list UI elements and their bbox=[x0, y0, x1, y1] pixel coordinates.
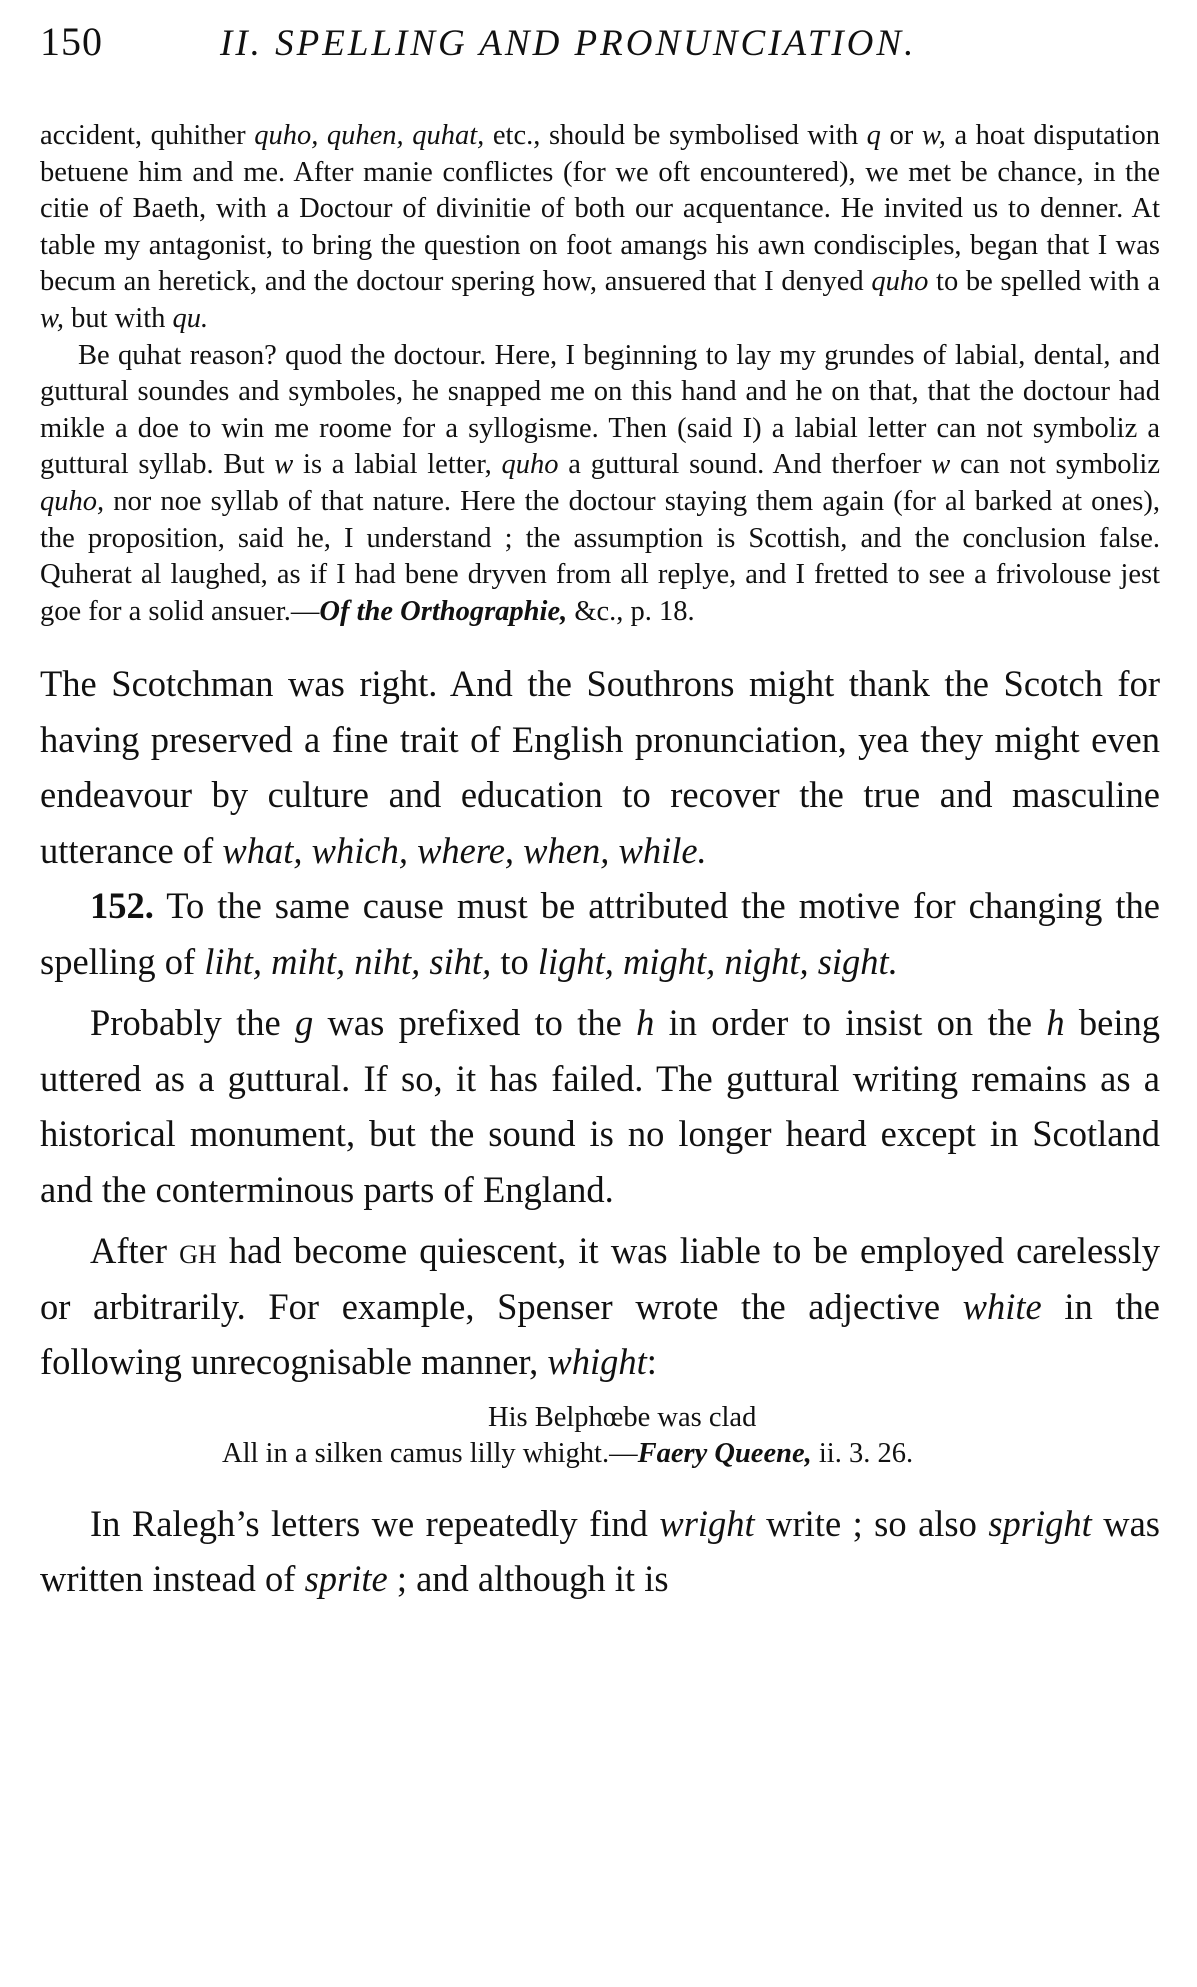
verse-citation: Faery Queene, bbox=[637, 1437, 812, 1469]
section-152-paragraph: 152. To the same cause must be attributed the motive for changing the spelling of liht, miht, niht, siht, to light, might, night, sight. bbox=[40, 885, 1160, 982]
quote-paragraph-2: Be quhat reason? quod the doctour. Here, I beginning to lay my grundes of labial, dental, and guttural soundes and symboles, he snapped me on this hand and he on that, that the doctour had mikle a doe to win me roome for a syllogisme. Then (said I) a labial letter can not symboliz a guttural syllab. But w is a labial letter, quho a guttural sound. And therfoer w can not symboliz quho, nor noe syllab of that nature. Here the doctour staying them again (for al barked at ones), the proposition, said he, I understand ; the assumption is Scottish, and the conclusion false. Quherat al laughed, as if I had bene dryven from all replye, and I fretted to see a frivolouse jest goe for a solid ansuer.—Of the Orthographie, &c., p. 18. bbox=[40, 339, 1160, 627]
body-paragraph-3: Probably the g was prefixed to the h in order to insist on the h being uttered as a guttural. If so, it has failed. The guttural writing remains as a historical monument, but the sound is no longer heard except in Scotland and the conterminous parts of England. bbox=[40, 1002, 1160, 1210]
running-head bbox=[40, 18, 1160, 78]
book-page bbox=[40, 18, 1160, 1607]
verse-line-2: All in a silken camus lilly whight.—Faery Queene, ii. 3. 26. bbox=[222, 1437, 914, 1469]
running-title: II. SPELLING AND PRONUNCIATION. bbox=[220, 23, 917, 64]
quoted-passage bbox=[40, 118, 1160, 630]
verse-line-1: His Belphœbe was clad bbox=[488, 1401, 757, 1433]
main-text bbox=[40, 656, 1160, 1607]
verse-quotation bbox=[40, 1400, 1160, 1472]
body-paragraph-5: In Ralegh’s letters we repeatedly find wright write ; so also spright was written instead of sprite ; and although it is bbox=[40, 1502, 1161, 1600]
page-number: 150 bbox=[40, 19, 103, 64]
section-number: 152. bbox=[90, 885, 154, 927]
body-paragraph-1: The Scotchman was right. And the Southrons might thank the Scotch for having preserved a fine trait of English pronunciation, yea they might even endeavour by culture and education to recover the true and masculine utterance of what, which, where, when, while. bbox=[40, 663, 1160, 871]
body-paragraph-4: After gh had become quiescent, it was liable to be employed carelessly or arbitrarily. For example, Spenser wrote the adjective white in the following unrecognisable manner, whight: bbox=[40, 1230, 1160, 1383]
quote-paragraph-1: accident, quhither quho, quhen, quhat, etc., should be symbolised with q or w, a hoat disputation betuene him and me. After manie conflictes (for we oft encountered), we met be chance, in the citie of Baeth, with a Doctour of divinitie of both our acquentance. He invited us to denner. At table my antagonist, to bring the question on foot amangs his awn condisciples, began that I was becum an heretick, and the doctour spering how, ansuered that I denyed quho to be spelled with a w, but with qu. bbox=[40, 120, 1160, 334]
